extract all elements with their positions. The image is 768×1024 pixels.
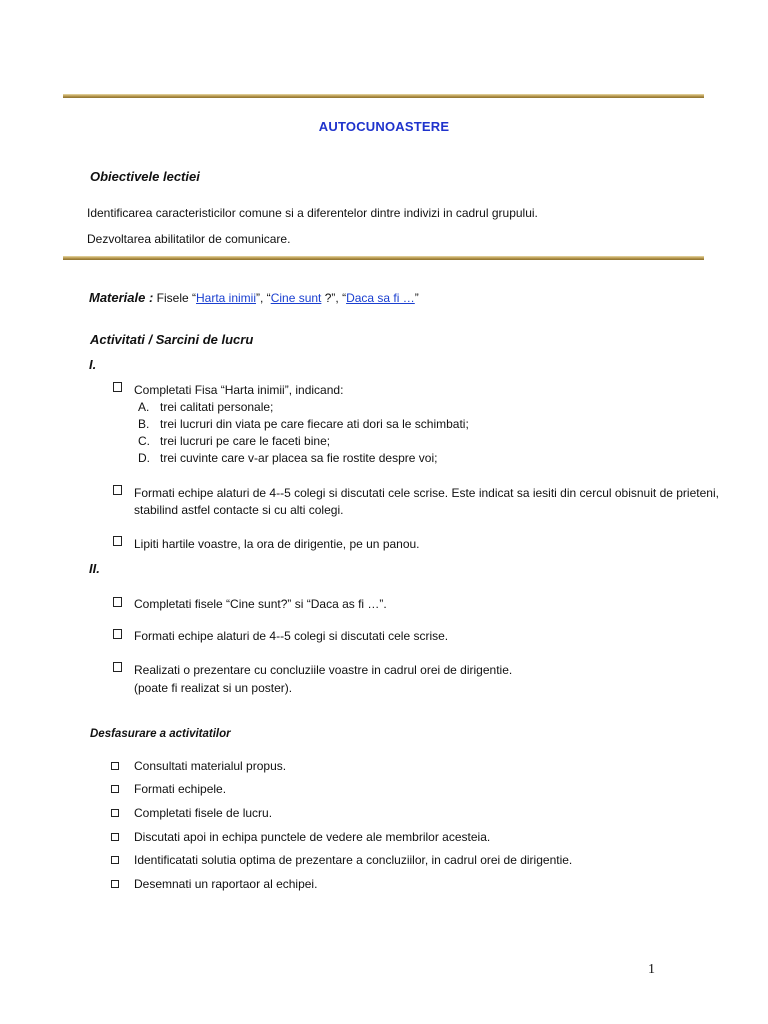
activities-heading: Activitati / Sarcini de lucru — [90, 332, 254, 347]
subtask-c — [138, 434, 330, 448]
subtask-d-letter: D. — [138, 451, 150, 465]
checkbox-icon — [111, 856, 119, 864]
materials-suffix: ” — [414, 291, 419, 305]
materials-sep-2: ?”, “ — [321, 291, 347, 305]
objectives-heading: Obiectivele lectiei — [90, 169, 200, 184]
subtask-c-letter: C. — [138, 434, 150, 448]
checkbox-icon — [113, 662, 122, 672]
process-item-1: Consultati materialul propus. — [134, 759, 287, 773]
checkbox-icon — [113, 597, 122, 607]
checkbox-icon — [111, 880, 119, 888]
task-1-1: Completati Fisa “Harta inimii”, indicand: — [134, 383, 344, 397]
task-2-1: Completati fisele “Cine sunt?” si “Daca as fi …”. — [134, 597, 387, 611]
checkbox-icon — [111, 809, 119, 817]
task-2-2: Formati echipe alaturi de 4--5 colegi si discutati cele scrise. — [134, 629, 449, 643]
process-item-2: Formati echipele. — [134, 782, 227, 796]
process-item-3: Completati fisele de lucru. — [134, 806, 273, 820]
checkbox-icon — [111, 785, 119, 793]
top-divider — [63, 94, 704, 98]
materials-sep-1: ”, “ — [256, 291, 271, 305]
checkbox-icon — [113, 485, 122, 495]
task-1-2-line-1: Formati echipe alaturi de 4--5 colegi si discutati cele scrise. Este indicat sa iesiti din cercul obisnuit de prieteni, — [134, 486, 719, 500]
section-2-label: II. — [89, 561, 100, 576]
materials-prefix: Fisele “ — [156, 291, 196, 305]
materials-line — [89, 290, 419, 305]
process-item-6: Desemnati un raportaor al echipei. — [134, 877, 318, 891]
checkbox-icon — [113, 536, 122, 546]
section-1-label: I. — [89, 357, 97, 372]
subtask-a-letter: A. — [138, 400, 150, 414]
task-2-3-line-1: Realizati o prezentare cu concluziile voastre in cadrul orei de dirigentie. — [134, 663, 513, 677]
process-item-5: Identificatati solutia optima de prezentare a concluziilor, in cadrul orei de dirigentie. — [134, 853, 573, 867]
process-heading: Desfasurare a activitatilor — [90, 728, 231, 740]
page-number: 1 — [648, 962, 655, 977]
document-title: AUTOCUNOASTERE — [318, 119, 450, 134]
subtask-a-text: trei calitati personale; — [160, 400, 274, 414]
subtask-c-text: trei lucruri pe care le faceti bine; — [160, 434, 331, 448]
subtask-d-text: trei cuvinte care v-ar placea sa fie rostite despre voi; — [160, 451, 438, 465]
link-harta-inimii[interactable]: Harta inimii — [196, 291, 257, 305]
subtask-d — [138, 451, 437, 465]
checkbox-icon — [111, 833, 119, 841]
objective-line-2: Dezvoltarea abilitatilor de comunicare. — [87, 232, 291, 246]
link-cine-sunt[interactable]: Cine sunt — [270, 291, 322, 305]
materials-label: Materiale : — [89, 290, 154, 305]
subtask-b-text: trei lucruri din viata pe care fiecare ati dori sa le schimbati; — [160, 417, 469, 431]
link-daca-sa-fi[interactable]: Daca sa fi … — [346, 291, 415, 305]
task-1-2-line-2: stabilind astfel contacte si cu alti colegi. — [134, 503, 344, 517]
middle-divider — [63, 256, 704, 260]
task-1-3: Lipiti hartile voastre, la ora de dirigentie, pe un panou. — [134, 537, 420, 551]
checkbox-icon — [113, 629, 122, 639]
objective-line-1: Identificarea caracteristicilor comune si a diferentelor dintre indivizi in cadrul grupului. — [87, 206, 538, 220]
checkbox-icon — [111, 762, 119, 770]
checkbox-icon — [113, 382, 122, 392]
subtask-a — [138, 400, 273, 414]
process-item-4: Discutati apoi in echipa punctele de vedere ale membrilor acesteia. — [134, 830, 491, 844]
subtask-b — [138, 417, 469, 431]
subtask-b-letter: B. — [138, 417, 150, 431]
task-2-3-line-2: (poate fi realizat si un poster). — [134, 681, 293, 695]
